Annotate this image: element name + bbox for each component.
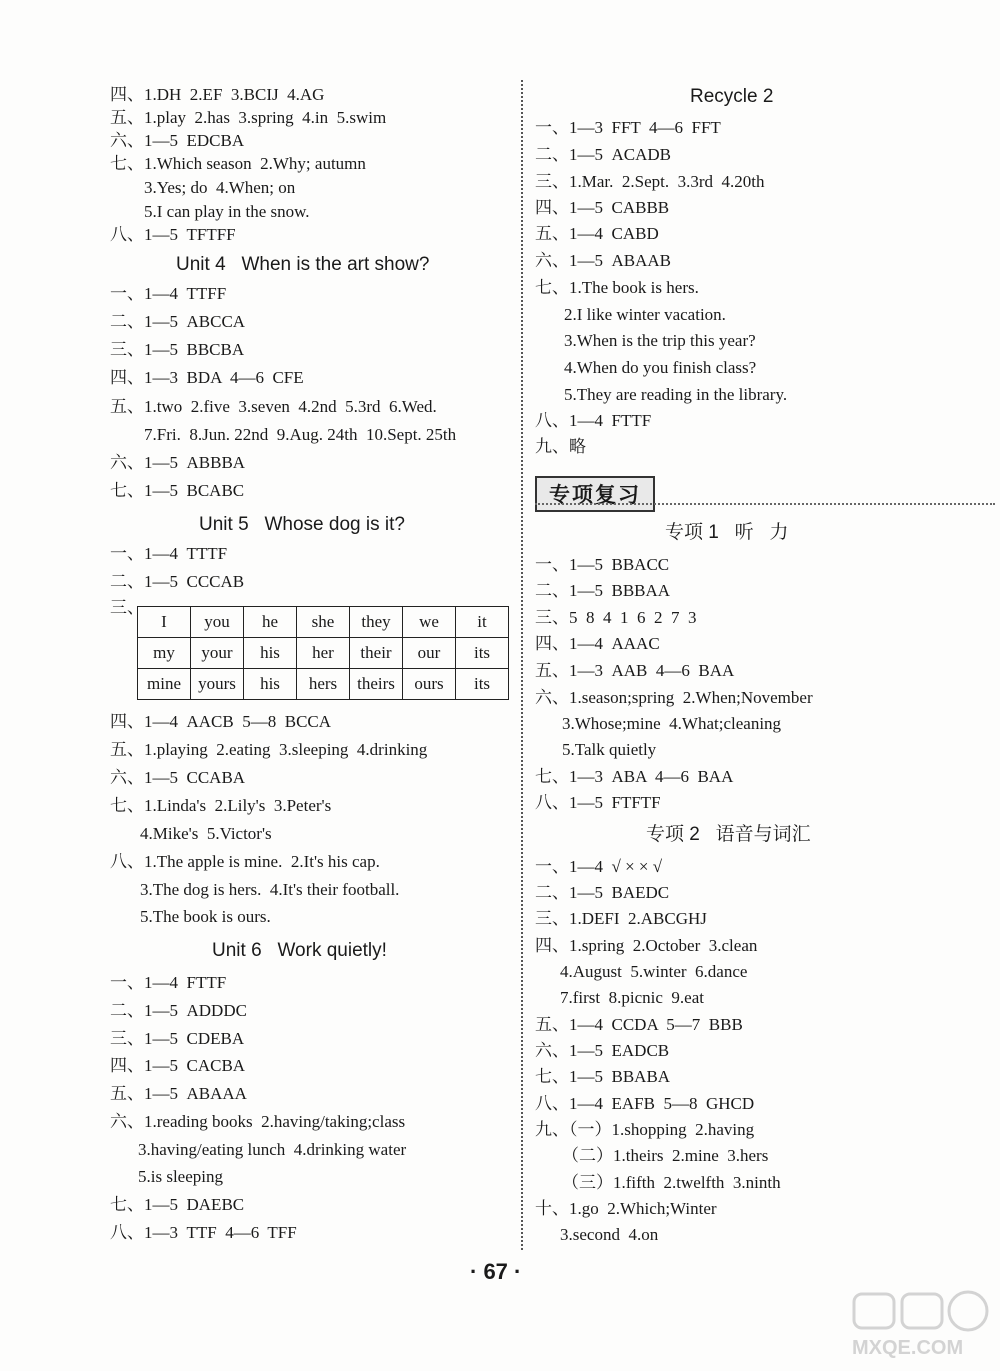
answer-line: 5.They are reading in the library.: [564, 385, 788, 404]
answer-line: 八、1—4 EAFB 5—8 GHCD: [535, 1094, 755, 1113]
answer-line: 六、1—5 ABBBA: [110, 453, 246, 472]
table-cell: her: [297, 638, 350, 669]
answer-line: 九、略: [535, 437, 586, 456]
answer-line: 5.is sleeping: [138, 1167, 223, 1186]
answer-line: 七、1.Linda's 2.Lily's 3.Peter's: [110, 796, 332, 815]
answer-line: 5.Talk quietly: [562, 740, 657, 759]
answer-line: 六、1—5 EADCB: [535, 1041, 670, 1060]
answer-line: 八、1—5 TFTFF: [110, 225, 236, 244]
table-cell: his: [244, 638, 297, 669]
answer-line: 六、1—5 CCABA: [110, 768, 246, 787]
answer-line: 六、1.reading books 2.having/taking;class: [110, 1112, 406, 1131]
answer-line: 3.Yes; do 4.When; on: [144, 178, 296, 197]
answer-line: 五、1—5 ABAAA: [110, 1084, 247, 1103]
answer-line: 四、1—3 BDA 4—6 CFE: [110, 368, 304, 387]
answer-line: （二）1.theirs 2.mine 3.hers: [562, 1146, 769, 1165]
unit5-heading: Unit 5 Whose dog is it?: [199, 514, 405, 535]
answer-line: 七、1—3 ABA 4—6 BAA: [535, 767, 734, 786]
answer-line: 六、1—5 EDCBA: [110, 131, 245, 150]
answer-line: 4.August 5.winter 6.dance: [560, 962, 748, 981]
answer-line: 十、1.go 2.Which;Winter: [535, 1199, 717, 1218]
table-cell: their: [350, 638, 403, 669]
answer-line: 二、1—5 BAEDC: [535, 883, 670, 902]
answer-line: 五、1.play 2.has 3.spring 4.in 5.swim: [110, 108, 387, 127]
answer-line: 4.Mike's 5.Victor's: [140, 824, 272, 843]
column-divider: [521, 80, 523, 1250]
pronoun-table: [137, 606, 509, 700]
section-title-box: 专项复习: [535, 476, 655, 512]
answer-line: 二、1—5 ACADB: [535, 145, 672, 164]
answer-line: 四、1—5 CABBB: [535, 198, 670, 217]
section-rule: [535, 503, 995, 505]
answer-line: 五、1.two 2.five 3.seven 4.2nd 5.3rd 6.Wed.: [110, 397, 437, 416]
special2-heading: 专项 2 语音与词汇: [646, 824, 811, 845]
recycle-heading: Recycle 2: [690, 86, 774, 107]
answer-line: 九、（一）1.shopping 2.having: [535, 1120, 755, 1139]
answer-line: 3.having/eating lunch 4.drinking water: [138, 1140, 407, 1159]
table-cell: it: [456, 607, 509, 638]
table-cell: your: [191, 638, 244, 669]
answer-line: 七、1.Which season 2.Why; autumn: [110, 154, 366, 173]
answer-line: 二、1—5 CCCAB: [110, 572, 245, 591]
answer-line: 4.When do you finish class?: [564, 358, 757, 377]
table-cell: ours: [403, 669, 456, 700]
table-cell: hers: [297, 669, 350, 700]
answer-line: 三、1.Mar. 2.Sept. 3.3rd 4.20th: [535, 172, 765, 191]
answer-line: 3.The dog is hers. 4.It's their football.: [140, 880, 400, 899]
answer-line: 八、1.The apple is mine. 2.It's his cap.: [110, 852, 380, 871]
table-cell: she: [297, 607, 350, 638]
answer-line: 一、1—4 √ × × √: [535, 857, 663, 876]
answer-line: 五、1.playing 2.eating 3.sleeping 4.drinking: [110, 740, 428, 759]
answer-line: 三、1—5 BBCBA: [110, 340, 245, 359]
answer-line: 七、1—5 BCABC: [110, 481, 245, 500]
answer-line: 三、5 8 4 1 6 2 7 3: [535, 608, 697, 627]
answer-line: 八、1—4 FTTF: [535, 411, 652, 430]
answer-line: 七、1—5 DAEBC: [110, 1195, 245, 1214]
answer-line: 一、1—4 TTFF: [110, 284, 227, 303]
answer-line: 五、1—4 CCDA 5—7 BBB: [535, 1015, 743, 1034]
answer-line: 二、1—5 BBBAA: [535, 581, 671, 600]
table-cell: mine: [138, 669, 191, 700]
answer-line: 四、1—4 AACB 5—8 BCCA: [110, 712, 332, 731]
table-cell: its: [456, 638, 509, 669]
table-row: [138, 669, 509, 700]
answer-line: 七、1—5 BBABA: [535, 1067, 671, 1086]
table-cell: they: [350, 607, 403, 638]
answer-line: 2.I like winter vacation.: [564, 305, 726, 324]
table-cell: yours: [191, 669, 244, 700]
answer-line: 7.first 8.picnic 9.eat: [560, 988, 704, 1007]
table-cell: he: [244, 607, 297, 638]
answer-line: 5.I can play in the snow.: [144, 202, 310, 221]
answer-line: 四、1—5 CACBA: [110, 1056, 246, 1075]
table-cell: my: [138, 638, 191, 669]
answer-line: 四、1—4 AAAC: [535, 634, 660, 653]
page-number: · 67 ·: [470, 1259, 522, 1284]
answer-line: 六、1—5 ABAAB: [535, 251, 672, 270]
answer-line: 六、1.season;spring 2.When;November: [535, 688, 813, 707]
answer-line: （三）1.fifth 2.twelfth 3.ninth: [562, 1173, 781, 1192]
answer-line: 一、1—3 FFT 4—6 FFT: [535, 118, 721, 137]
answer-line: 一、1—5 BBACC: [535, 555, 670, 574]
answer-line: 三、1.DEFI 2.ABCGHJ: [535, 909, 707, 928]
answer-line: 七、1.The book is hers.: [535, 278, 699, 297]
watermark-text: MXQE.COM: [852, 1337, 964, 1359]
answer-line: 三、1—5 CDEBA: [110, 1029, 245, 1048]
answer-line: 四、1.spring 2.October 3.clean: [535, 936, 758, 955]
table-cell: we: [403, 607, 456, 638]
answer-line: 7.Fri. 8.Jun. 22nd 9.Aug. 24th 10.Sept. 25th: [144, 425, 457, 444]
answer-line: 3.When is the trip this year?: [564, 331, 756, 350]
table-row: [138, 638, 509, 669]
watermark-logo-icon: [850, 1290, 995, 1360]
answer-line: 一、1—4 TTTF: [110, 544, 228, 563]
table-cell: I: [138, 607, 191, 638]
answer-line: 三、: [110, 598, 144, 617]
answer-line: 3.second 4.on: [560, 1225, 659, 1244]
unit6-heading: Unit 6 Work quietly!: [212, 940, 387, 961]
table-cell: its: [456, 669, 509, 700]
table-cell: theirs: [350, 669, 403, 700]
answer-line: 八、1—3 TTF 4—6 TFF: [110, 1223, 297, 1242]
table-row: [138, 607, 509, 638]
answer-line: 四、1.DH 2.EF 3.BCIJ 4.AG: [110, 85, 325, 104]
answer-line: 八、1—5 FTFTF: [535, 793, 661, 812]
answer-line: 五、1—4 CABD: [535, 224, 659, 243]
table-cell: our: [403, 638, 456, 669]
answer-line: 二、1—5 ADDDC: [110, 1001, 247, 1020]
answer-line: 5.The book is ours.: [140, 907, 271, 926]
unit4-heading: Unit 4 When is the art show?: [176, 254, 430, 275]
table-cell: his: [244, 669, 297, 700]
answer-line: 二、1—5 ABCCA: [110, 312, 246, 331]
special1-heading: 专项 1 听 力: [665, 522, 789, 543]
answer-line: 一、1—4 FTTF: [110, 973, 227, 992]
answer-line: 五、1—3 AAB 4—6 BAA: [535, 661, 735, 680]
answer-line: 3.Whose;mine 4.What;cleaning: [562, 714, 782, 733]
table-cell: you: [191, 607, 244, 638]
